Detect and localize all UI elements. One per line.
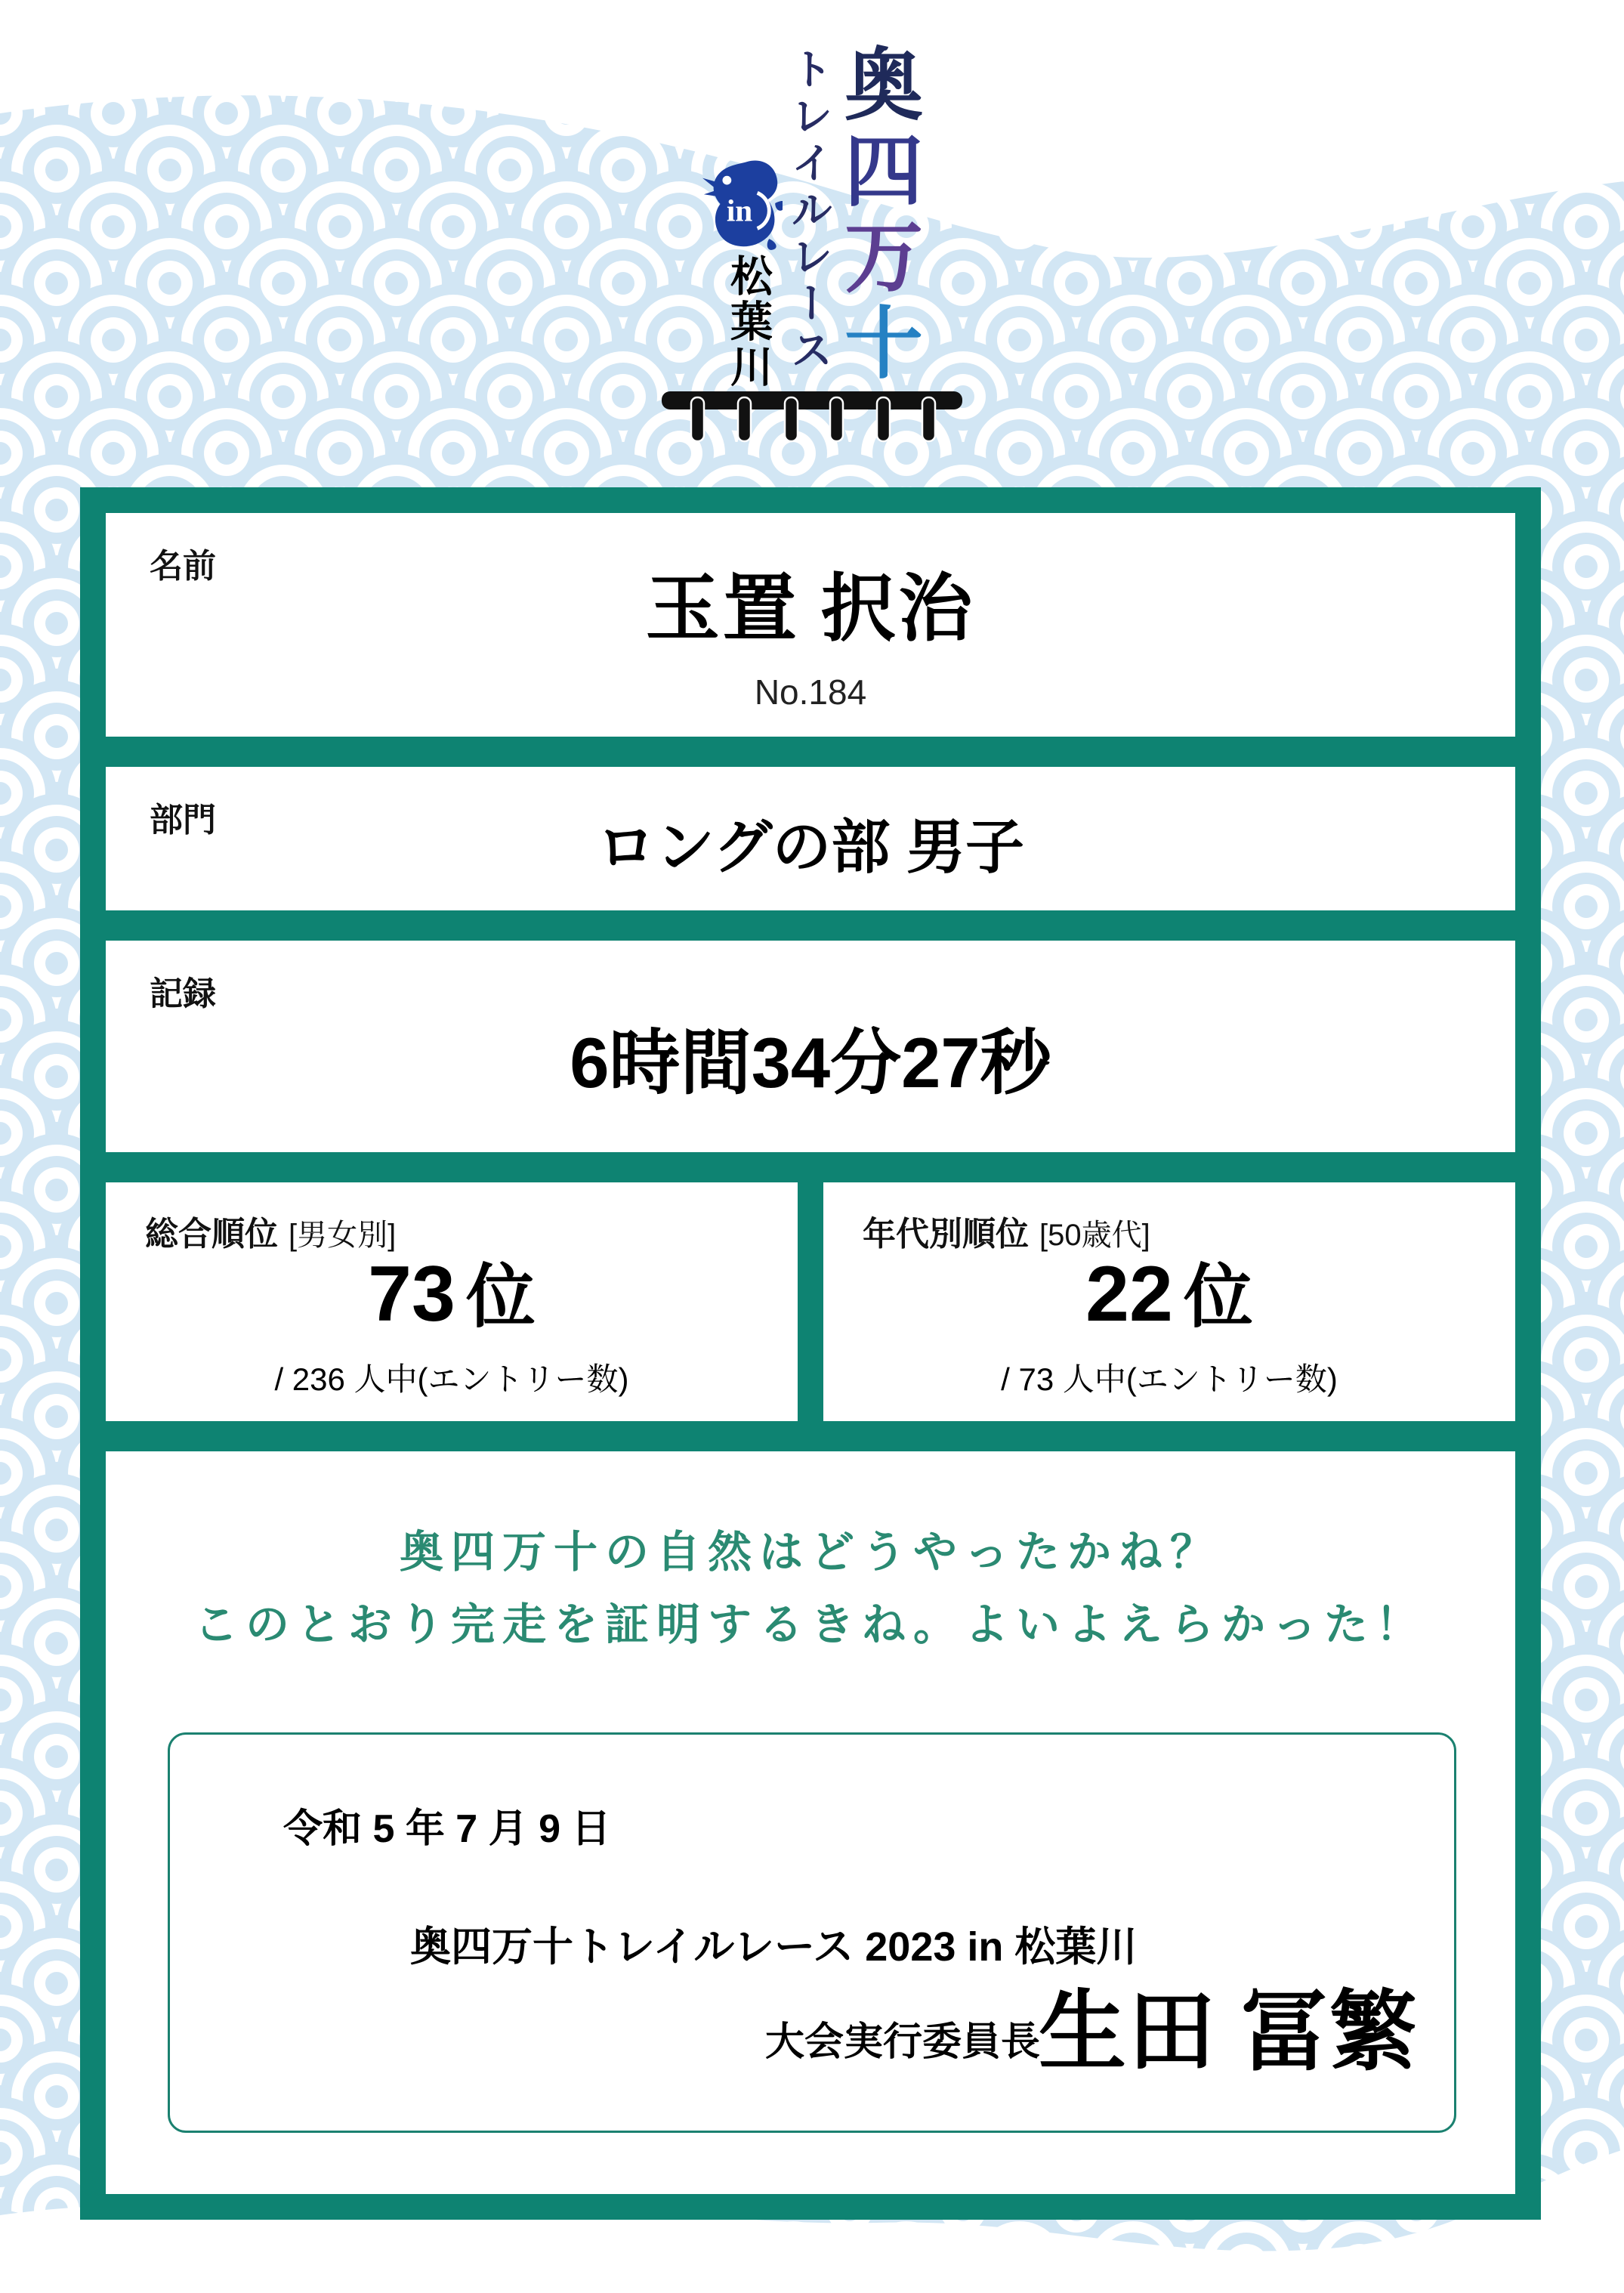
overall-rank-qualifier: [男女別] <box>289 1219 397 1252</box>
logo-char-2: 四 <box>844 129 923 216</box>
message-line-2: このとおり完走を証明するきね。よいよえらかった！ <box>193 1600 1427 1649</box>
logo-subtitle: トレイルレース <box>785 47 832 375</box>
certificate-date: 令和 5 年 7 月 9 日 <box>283 1807 611 1851</box>
signer-role: 大会実行委員長 <box>765 2020 1041 2064</box>
logo-in-label: in <box>726 193 753 228</box>
age-rank-section <box>823 1182 1515 1421</box>
certificate-frame <box>80 487 1541 2220</box>
event-name: 奥四万十トレイルレース 2023 in 松葉川 <box>410 1924 1138 1970</box>
logo-title-vertical <box>843 44 925 388</box>
age-rank-unit: 位 <box>1183 1259 1253 1336</box>
division-section <box>106 767 1515 910</box>
overall-rank-section <box>106 1182 798 1421</box>
logo-char-3: 万 <box>844 215 923 302</box>
name-label: 名前 <box>150 548 216 585</box>
logo-location: 松葉川 <box>724 254 771 390</box>
division-label: 部門 <box>150 802 216 839</box>
overall-rank-number: 73 <box>368 1250 455 1338</box>
signature-box <box>168 1732 1456 2133</box>
record-label: 記録 <box>150 975 216 1012</box>
message-line-1: 奥四万十の自然はどうやったかね？ <box>399 1528 1221 1577</box>
signer-signature: 生田 冨繁 <box>1039 1985 1419 2081</box>
age-rank-denominator: / 73 人中(エントリー数) <box>1001 1361 1338 1397</box>
division-value: ロングの部 男子 <box>596 814 1025 880</box>
bird-logo-icon <box>701 157 783 254</box>
runner-name: 玉置 択治 <box>645 569 976 651</box>
overall-rank-label-text: 総合順位 <box>145 1216 278 1253</box>
overall-rank-unit: 位 <box>465 1259 536 1336</box>
age-rank-label-text: 年代別順位 <box>863 1216 1029 1253</box>
logo-char-4: 十 <box>844 301 923 388</box>
record-section <box>106 941 1515 1152</box>
name-section <box>106 513 1515 737</box>
message-section <box>106 1451 1515 2194</box>
age-rank-value <box>823 1241 1515 1341</box>
bib-number: No.184 <box>754 672 867 712</box>
age-rank-qualifier: [50歳代] <box>1039 1219 1150 1252</box>
age-rank-number: 22 <box>1085 1250 1173 1338</box>
logo-char-1: 奥 <box>844 43 923 130</box>
overall-rank-denominator: / 236 人中(エントリー数) <box>274 1361 629 1397</box>
overall-rank-value <box>106 1241 798 1341</box>
record-value: 6時間34分27秒 <box>570 1023 1051 1102</box>
bridge-icon <box>662 387 962 447</box>
